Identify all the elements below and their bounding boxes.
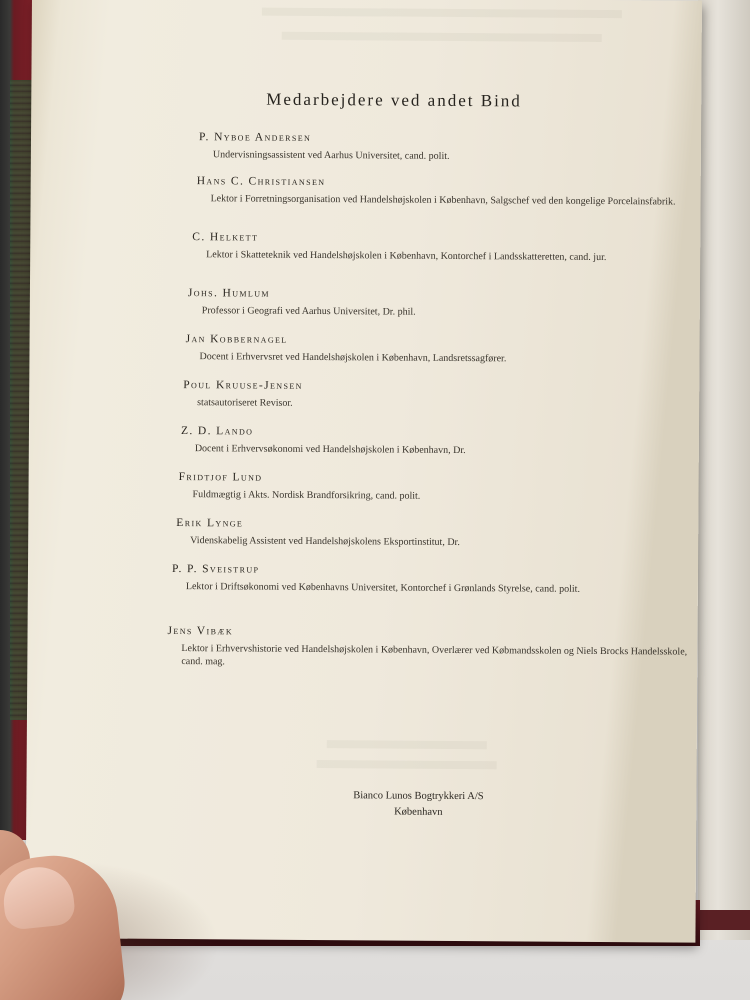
contributor-entry [199,131,719,165]
contributor-description: Lektor i Driftsøkonomi ved Københavns Universitet, Kontorchef i Grønlands Styrelse, cand. polit. [185,581,581,595]
contributor-description: Lektor i Forretningsorganisation ved Handelshøjskolen i København, Salgschef ved den kongelige Porcelainsfabrik. [210,193,676,208]
contributor-name: P. P. Sveistrup [171,562,260,576]
contributor-entry [197,175,717,209]
printer-city: København [394,806,443,818]
contributor-description: Lektor i Erhvervshistorie ved Handelshøjskolen i København, Overlærer ved Købmandsskolen og Niels Brocks Handelsskole, cand. mag. [181,643,688,668]
contributor-entry [178,471,698,505]
contributor-entry [176,517,696,551]
contributor-name: Jens Vibæk [167,624,234,638]
book-page [25,0,702,943]
contributor-description: Docent i Erhvervsret ved Handelshøjskolen i København, Landsretssagfører. [199,351,507,365]
contributor-entry [181,425,701,459]
printer-name: Bianco Lunos Bogtrykkeri A/S [353,790,484,803]
show-through-text [262,8,622,19]
page-heading: Medarbejdere ved andet Bind [266,89,522,111]
printer-imprint [318,788,518,821]
contributor-name: Erik Lynge [176,517,244,530]
contributor-name: Fridtjof Lund [178,471,263,484]
contributor-name: P. Nyboe Andersen [198,131,312,144]
thumbnail-nail [0,864,76,931]
contributor-entry [192,231,712,265]
show-through-text [282,32,602,42]
contributor-entry [167,625,687,672]
contributor-description: Undervisningsassistent ved Aarhus Universitet, cand. polit. [212,149,450,162]
contributor-name: Hans C. Christiansen [196,175,326,189]
contributor-description: Fuldmægtig i Akts. Nordisk Brandforsikring, cand. polit. [192,489,421,502]
contributor-description: Videnskabelig Assistent ved Handelshøjskolens Eksportinstitut, Dr. [190,535,460,549]
page-content [25,0,702,943]
contributor-description: Professor i Geografi ved Aarhus Universitet, Dr. phil. [201,305,416,318]
show-through-text [327,740,487,749]
contributor-entry [172,563,692,597]
contributor-entry [188,287,708,321]
show-through-text [317,760,497,769]
contributor-entry [183,379,703,413]
contributor-description: statsautoriseret Revisor. [197,397,293,409]
contributor-name: Poul Kruuse-Jensen [183,379,303,392]
contributor-description: Lektor i Skatteteknik ved Handelshøjskolen i København, Kontorchef i Landsskatteretten, cand. jur. [206,249,607,264]
contributor-name: Z. D. Lando [180,425,254,438]
contributor-name: C. Helkett [192,231,259,244]
contributor-description: Docent i Erhvervsøkonomi ved Handelshøjskolen i København, Dr. [194,443,466,457]
contributor-name: Jan Kobbernagel [185,333,288,346]
contributor-name: Johs. Humlum [187,287,270,300]
contributor-entry [185,333,705,367]
